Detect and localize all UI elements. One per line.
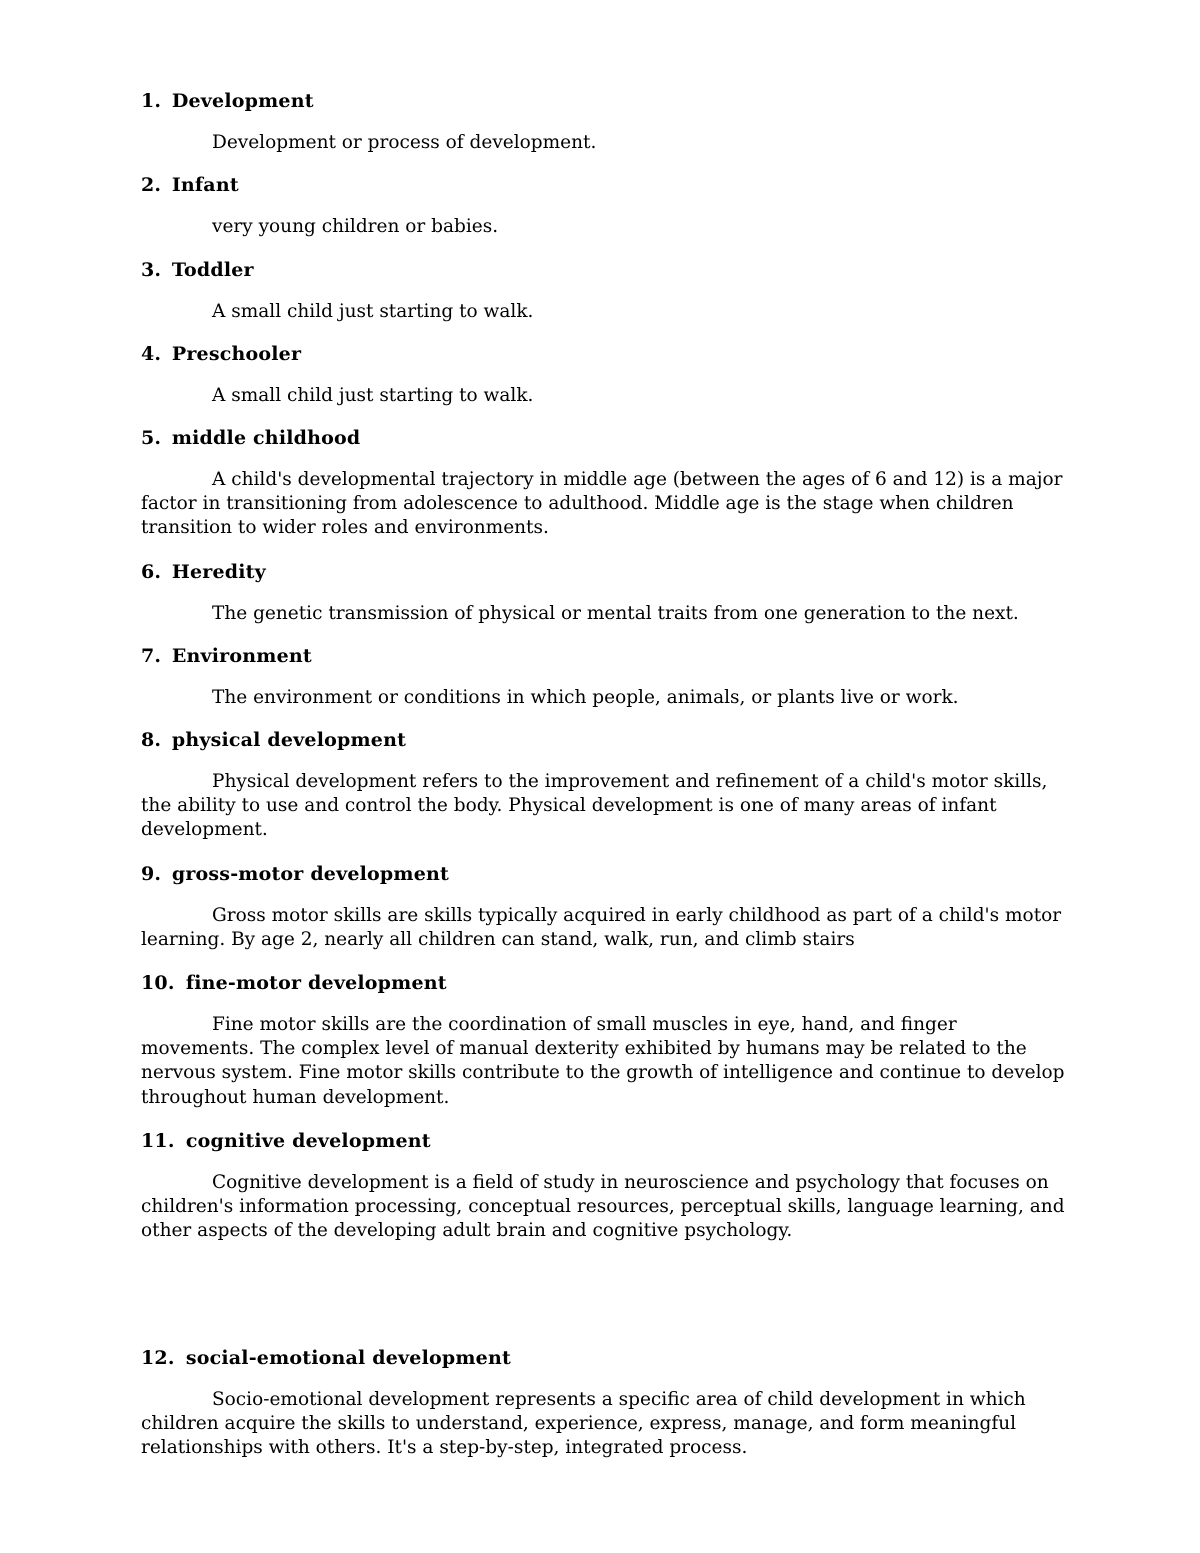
term-entry <box>141 1129 1071 1244</box>
term-number: 5. <box>141 427 162 449</box>
term-title: Heredity <box>171 561 266 583</box>
term-definition: The environment or conditions in which people, animals, or plants live or work. <box>212 687 959 708</box>
term-heading <box>141 173 1071 197</box>
term-heading <box>141 342 1071 366</box>
term-entry <box>141 1346 1071 1461</box>
term-heading <box>141 971 1071 995</box>
term-number: 2. <box>141 174 162 196</box>
term-title: Environment <box>171 645 312 667</box>
term-definition: Gross motor skills are skills typically acquired in early childhood as part of a child's motor learning. By age 2, nearly all children can stand, walk, run, and climb stairs <box>141 905 1062 951</box>
term-heading <box>141 644 1071 668</box>
term-number: 6. <box>141 561 162 583</box>
term-title: Infant <box>171 174 239 196</box>
term-number: 4. <box>141 343 162 365</box>
term-heading <box>141 1129 1071 1153</box>
term-entry <box>141 89 1071 155</box>
term-entry <box>141 560 1071 626</box>
term-entry <box>141 728 1071 843</box>
term-heading <box>141 258 1071 282</box>
term-title: fine-motor development <box>185 972 447 994</box>
term-entry <box>141 173 1071 239</box>
term-heading <box>141 426 1071 450</box>
term-title: Preschooler <box>171 343 302 365</box>
term-heading <box>141 89 1071 113</box>
term-entry <box>141 862 1071 952</box>
term-definition: The genetic transmission of physical or mental traits from one generation to the next. <box>212 603 1019 624</box>
term-number: 3. <box>141 259 162 281</box>
term-definition: A child's developmental trajectory in middle age (between the ages of 6 and 12) is a major factor in transitioning from adolescence to adulthood. Middle age is the stage when children transition to wider roles and environments. <box>141 469 1063 539</box>
term-entry <box>141 258 1071 324</box>
term-number: 11. <box>141 1130 175 1152</box>
term-entry <box>141 342 1071 408</box>
term-entry <box>141 644 1071 710</box>
term-entry <box>141 426 1071 541</box>
term-number: 7. <box>141 645 162 667</box>
term-definition: A small child just starting to walk. <box>212 385 534 406</box>
term-heading <box>141 560 1071 584</box>
term-number: 1. <box>141 90 162 112</box>
term-heading <box>141 862 1071 886</box>
term-title: cognitive development <box>185 1130 431 1152</box>
term-number: 10. <box>141 972 175 994</box>
term-definition: Socio-emotional development represents a specific area of child development in which children acquire the skills to understand, experience, express, manage, and form meaningful relationships with others. It's a step-by-step, integrated process. <box>141 1389 1026 1459</box>
term-definition: Fine motor skills are the coordination of small muscles in eye, hand, and finger movements. The complex level of manual dexterity exhibited by humans may be related to the nervous system. Fine motor skills contribute to the growth of intelligence and continue to develop throughout human development. <box>141 1014 1065 1108</box>
term-definition: Physical development refers to the improvement and refinement of a child's motor skills, the ability to use and control the body. Physical development is one of many areas of infant development. <box>141 771 1048 841</box>
term-title: middle childhood <box>171 427 361 449</box>
term-title: Development <box>171 90 314 112</box>
term-number: 8. <box>141 729 162 751</box>
term-title: gross-motor development <box>171 863 449 885</box>
term-heading <box>141 728 1071 752</box>
term-title: Toddler <box>171 259 254 281</box>
term-number: 12. <box>141 1347 175 1369</box>
term-heading <box>141 1346 1071 1370</box>
term-number: 9. <box>141 863 162 885</box>
term-title: physical development <box>171 729 407 751</box>
term-title: social-emotional development <box>185 1347 511 1369</box>
term-definition: very young children or babies. <box>212 216 499 237</box>
term-definition: Cognitive development is a field of study in neuroscience and psychology that focuses on children's information processing, conceptual resources, perceptual skills, language learning, and other aspects of the developing adult brain and cognitive psychology. <box>141 1172 1065 1242</box>
term-definition: A small child just starting to walk. <box>212 301 534 322</box>
term-entry <box>141 971 1071 1110</box>
term-definition: Development or process of development. <box>212 132 597 153</box>
